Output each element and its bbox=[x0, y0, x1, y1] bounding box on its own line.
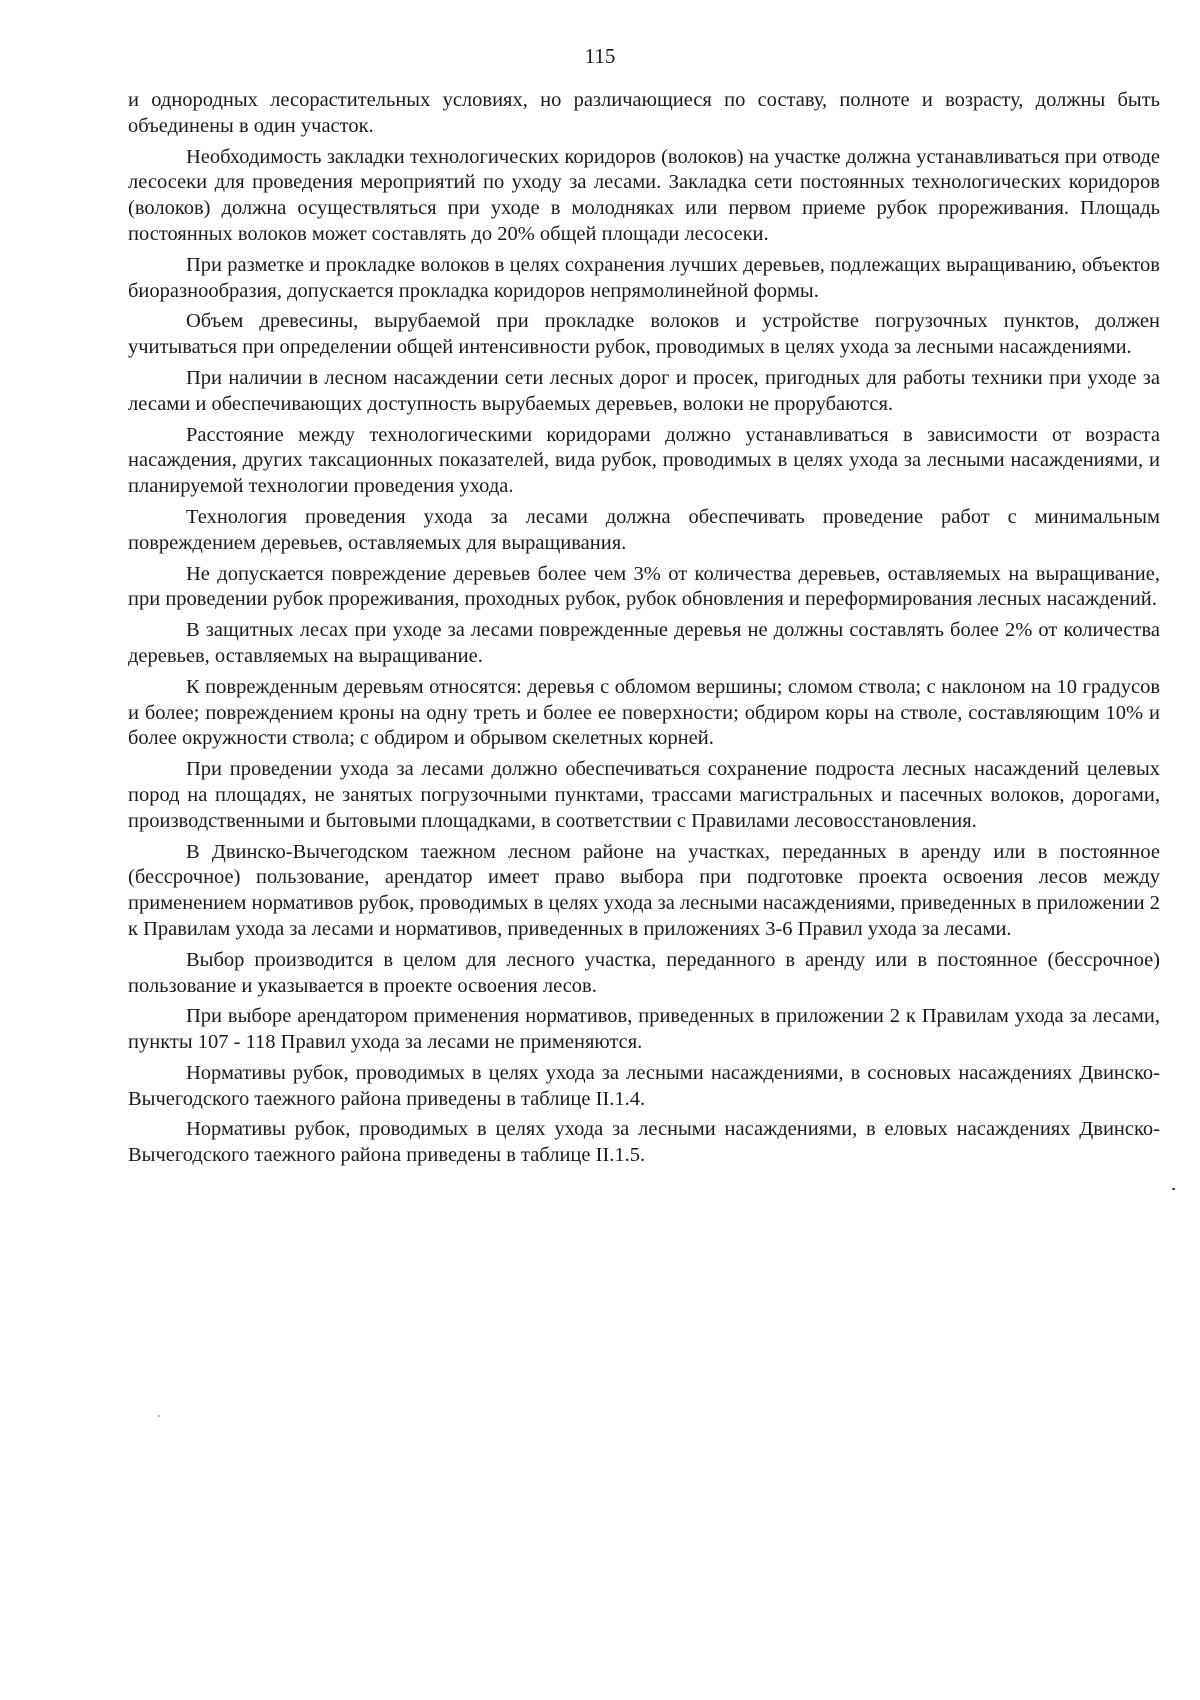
paragraph-protective-forests: В защитных лесах при уходе за лесами поврежденные деревья не должны составлять более 2% от количества деревьев, оставляемых на выращивание. bbox=[128, 619, 1160, 667]
paragraph-corridor-distance: Расстояние между технологическими коридорами должно устанавливаться в зависимости от возраста насаждения, других таксационных показателей, вида рубок, проводимых в целях ухода за лесными насаждениями, и планируемой технологии проведения ухода. bbox=[128, 423, 1160, 498]
body-text bbox=[128, 88, 1160, 1174]
paragraph-care-technology: Технология проведения ухода за лесами должна обеспечивать проведение работ с минимальным повреждением деревьев, оставляемых для выращивания. bbox=[128, 505, 1160, 554]
paragraph-continued: и однородных лесорастительных условиях, но различающиеся по составу, полноте и возрасту, должны быть объединены в один участок. bbox=[128, 89, 1160, 137]
paragraph-norms-application: При выборе арендатором применения нормативов, приведенных в приложении 2 к Правилам ухода за лесами, пункты 107 - 118 Правил ухода за лесами не применяются. bbox=[128, 1005, 1160, 1054]
page-number: 115 bbox=[584, 44, 616, 68]
paragraph-pine-norms: Нормативы рубок, проводимых в целях ухода за лесными насаждениями, в сосновых насаждениях Двинско-Вычегодского таежного района приведены в таблице II.1.4. bbox=[128, 1061, 1160, 1110]
scan-artifact bbox=[158, 1415, 160, 1417]
paragraph-damaged-trees: К поврежденным деревьям относятся: деревья с обломом вершины; сломом ствола; с наклоном на 10 градусов и более; повреждением кроны на одну треть и более ее поверхности; обдиром коры на стволе, составляющим 10% и более окружности ствола; с обдиром и обрывом скелетных корней. bbox=[128, 675, 1160, 750]
paragraph-spruce-norms: Нормативы рубок, проводимых в целях ухода за лесными насаждениями, в еловых насаждениях Двинско-Вычегодского таежного района приведены в таблице II.1.5. bbox=[128, 1118, 1160, 1167]
paragraph-tenant-choice: В Двинско-Вычегодском таежном лесном районе на участках, переданных в аренду или в постоянное (бессрочное) пользование, арендатор имеет право выбора при подготовке проекта освоения лесов между применением нормативов рубок, проводимых в целях ухода за лесными насаждениями, приведенных в приложении 2 к Правилам ухода за лесами и нормативов, приведенных в приложениях 3-6 Правил ухода за лесами. bbox=[128, 840, 1160, 940]
paragraph-damage-limit: Не допускается повреждение деревьев более чем 3% от количества деревьев, оставляемых на выращивание, при проведении рубок прореживания, проходных рубок, рубок обновления и переформирования лесных насаждений. bbox=[128, 562, 1160, 611]
paragraph-corridors-layout: Необходимость закладки технологических коридоров (волоков) на участке должна устанавливаться при отводе лесосеки для проведения мероприятий по уходу за лесами. Закладка сети постоянных технологических коридоров (волоков) должна осуществляться при уходе в молодняках или первом приеме рубок прореживания. Площадь постоянных волоков может составлять до 20% общей площади лесосеки. bbox=[128, 145, 1160, 245]
scan-artifact bbox=[1172, 1188, 1175, 1190]
paragraph-wood-volume: Объем древесины, вырубаемой при прокладке волоков и устройстве погрузочных пунктов, должен учитываться при определении общей интенсивности рубок, проводимых в целях ухода за лесными насаждениями. bbox=[128, 310, 1160, 359]
paragraph-corridor-marking: При разметке и прокладке волоков в целях сохранения лучших деревьев, подлежащих выращиванию, объектов биоразнообразия, допускается прокладка коридоров непрямолинейной формы. bbox=[128, 253, 1160, 302]
paragraph-undergrowth: При проведении ухода за лесами должно обеспечиваться сохранение подроста лесных насаждений целевых пород на площадях, не занятых погрузочными пунктами, трассами магистральных и пасечных волоков, дорогами, производственными и бытовыми площадками, в соответствии с Правилами лесовосстановления. bbox=[128, 758, 1160, 832]
paragraph-choice-scope: Выбор производится в целом для лесного участка, переданного в аренду или в постоянное (бессрочное) пользование и указывается в проекте освоения лесов. bbox=[128, 948, 1160, 997]
paragraph-forest-roads: При наличии в лесном насаждении сети лесных дорог и просек, пригодных для работы техники при уходе за лесами и обеспечивающих доступность вырубаемых деревьев, волоки не прорубаются. bbox=[128, 366, 1160, 415]
